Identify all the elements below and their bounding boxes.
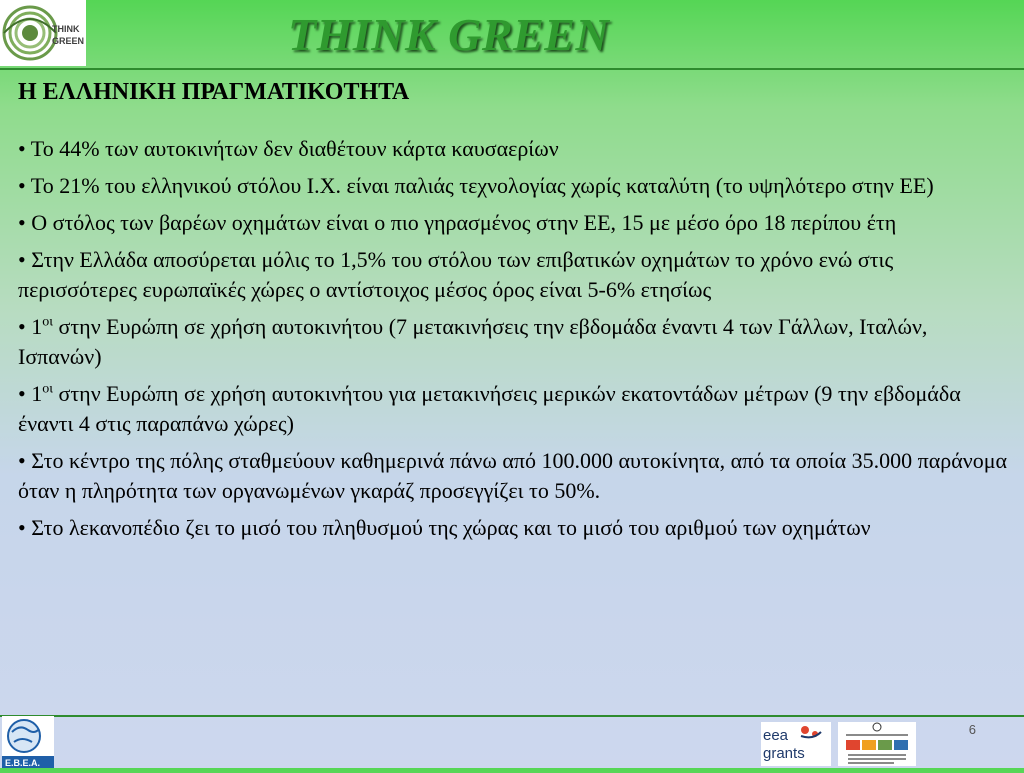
eea-grants-logo bbox=[761, 722, 831, 766]
bullet-item bbox=[18, 134, 1014, 164]
bullet-superscript: οι bbox=[42, 314, 53, 330]
eea-grants-logo-graphic bbox=[761, 722, 831, 766]
bullet-text: • Στο λεκανοπέδιο ζει το μισό του πληθυσμού της χώρας και το μισό του αριθμού των οχημάτων bbox=[18, 515, 871, 540]
ebea-logo-text: Ε.Β.Ε.Α. bbox=[5, 758, 41, 768]
bullet-text: στην Ευρώπη σε χρήση αυτοκινήτου για μετακινήσεις μερικών εκατοντάδων μέτρων (9 την εβδομάδα έναντι 4 στις παραπάνω χώρες) bbox=[18, 381, 961, 436]
bullet-text: • Το 21% του ελληνικού στόλου Ι.Χ. είναι παλιάς τεχνολογίας χωρίς καταλύτη (το υψηλότερο στην ΕΕ) bbox=[18, 173, 934, 198]
logo-text-green: GREEN bbox=[52, 36, 85, 46]
title-divider bbox=[0, 68, 1024, 70]
bullet-superscript: οι bbox=[42, 381, 53, 397]
bullet-prefix: • 1 bbox=[18, 314, 43, 339]
page-number: 6 bbox=[968, 722, 976, 737]
bullet-text: • Το 44% των αυτοκινήτων δεν διαθέτουν κάρτα καυσαερίων bbox=[18, 136, 559, 161]
bullet-text: στην Ευρώπη σε χρήση αυτοκινήτου (7 μετακινήσεις την εβδομάδα έναντι 4 των Γάλλων, Ιταλών, Ισπανών) bbox=[18, 314, 928, 369]
ministry-logo-graphic bbox=[838, 722, 916, 766]
bullet-item bbox=[18, 379, 1014, 439]
bullet-item bbox=[18, 312, 1014, 372]
ministry-logo bbox=[838, 722, 916, 766]
bullet-list bbox=[18, 134, 1014, 550]
ebea-logo bbox=[2, 716, 54, 768]
think-green-logo bbox=[0, 0, 86, 66]
bullet-text: • Στο κέντρο της πόλης σταθμεύουν καθημερινά πάνω από 100.000 αυτοκίνητα, από τα οποία 35.000 παράνομα όταν η πληρότητα των οργανωμένων γκαράζ προσεγγίζει το 50%. bbox=[18, 448, 1008, 503]
footer-divider bbox=[0, 715, 1024, 717]
slide-title: THINK GREEN bbox=[288, 9, 610, 60]
eea-logo-line1: eea bbox=[763, 727, 789, 744]
eea-logo-line2: grants bbox=[763, 745, 805, 762]
section-heading: Η ΕΛΛΗΝΙΚΗ ΠΡΑΓΜΑΤΙΚΟΤΗΤΑ bbox=[18, 79, 410, 105]
think-green-logo-graphic bbox=[0, 0, 86, 66]
ebea-logo-graphic bbox=[2, 716, 54, 768]
bullet-item bbox=[18, 245, 1014, 305]
bullet-text: • Ο στόλος των βαρέων οχημάτων είναι ο πιο γηρασμένος στην ΕΕ, 15 με μέσο όρο 18 περίπου έτη bbox=[18, 210, 897, 235]
bullet-prefix: • 1 bbox=[18, 381, 43, 406]
logo-text-think: THINK bbox=[52, 24, 80, 34]
bullet-item bbox=[18, 513, 1014, 543]
bullet-text: • Στην Ελλάδα αποσύρεται μόλις το 1,5% του στόλου των επιβατικών οχημάτων το χρόνο ενώ στις περισσότερες ευρωπαϊκές χώρες ο αντίστοιχος μέσος όρος είναι 5-6% ετησίως bbox=[18, 247, 894, 302]
bullet-item bbox=[18, 446, 1014, 506]
bullet-item bbox=[18, 208, 1014, 238]
bullet-item bbox=[18, 171, 1014, 201]
